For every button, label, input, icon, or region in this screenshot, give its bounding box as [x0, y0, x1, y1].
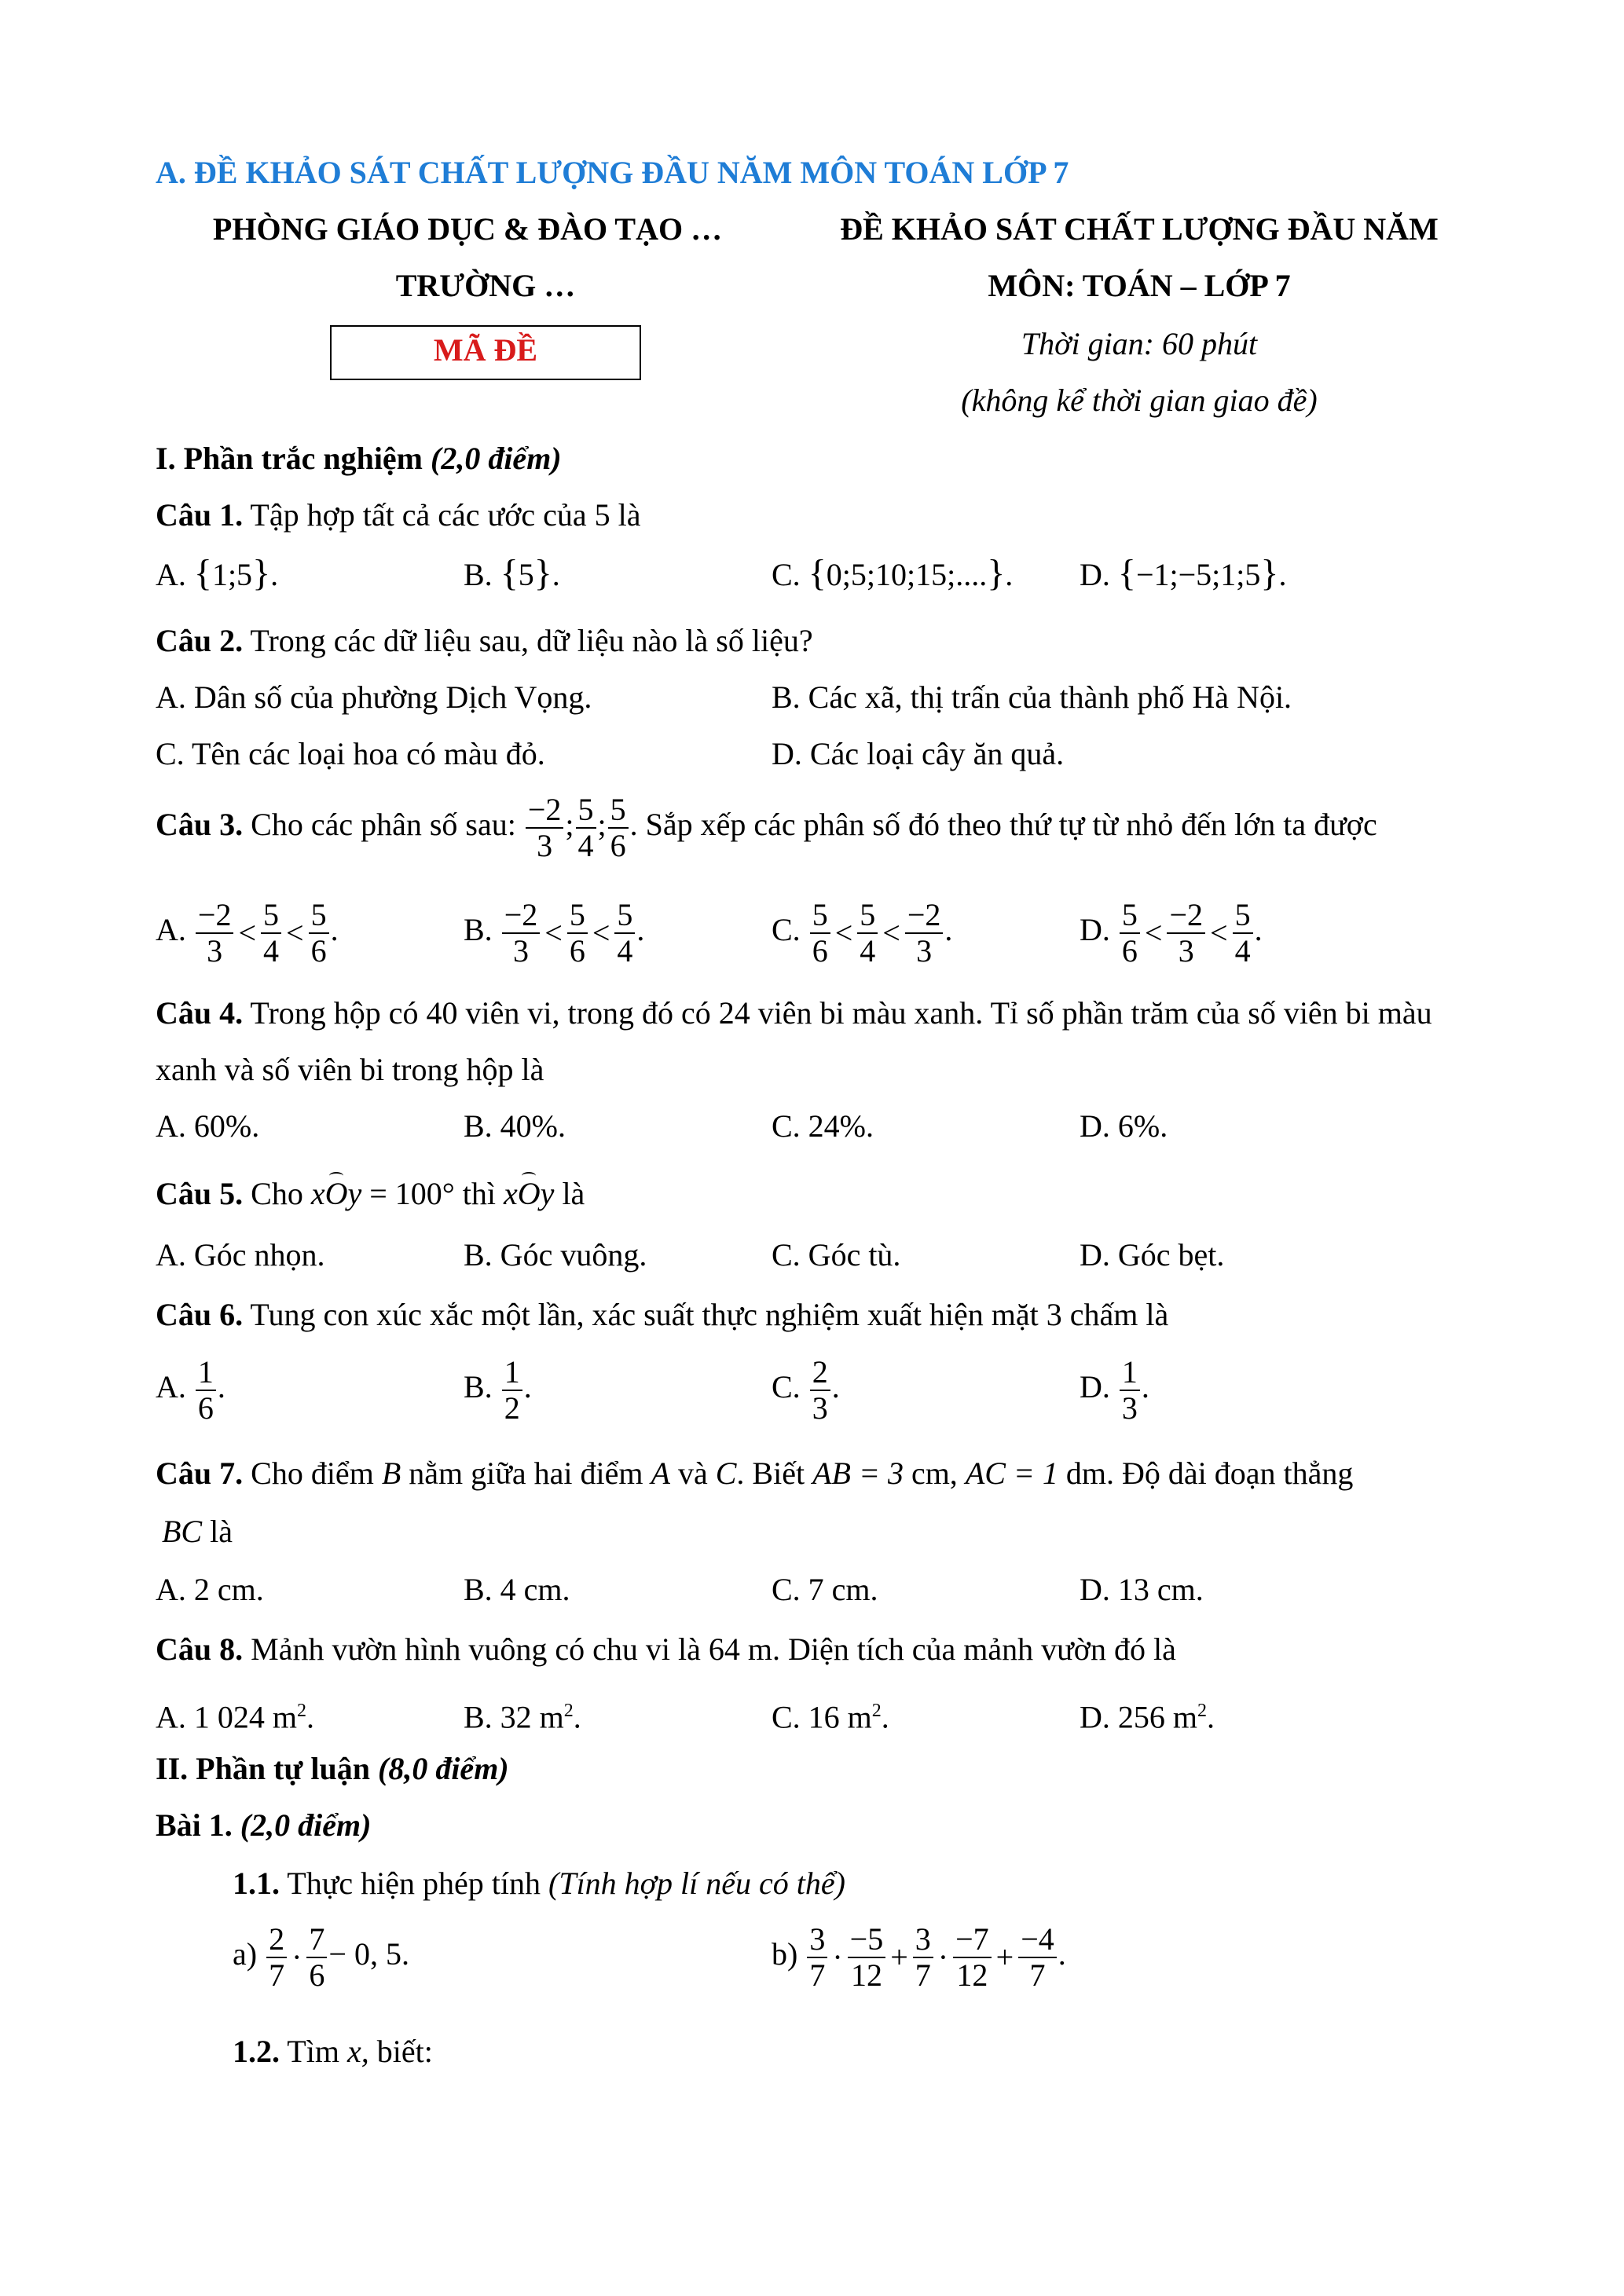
question-label: Câu 3. — [156, 807, 244, 842]
q7-option-b: B. 4 cm. — [464, 1572, 570, 1607]
q4-option-a: A. 60%. — [156, 1108, 260, 1144]
q1-option-a: A. {1;5}. — [156, 552, 279, 594]
q2-option-a: A. Dân số của phường Dịch Vọng. — [156, 679, 592, 715]
header-exam-title: ĐỀ KHẢO SÁT CHẤT LƯỢNG ĐẦU NĂM — [840, 211, 1439, 247]
question-4-cont: xanh và số viên bi trong hộp là — [156, 1052, 544, 1087]
part1-points: (2,0 điểm) — [431, 441, 562, 476]
question-7: Câu 7. Cho điểm B nằm giữa hai điểm A và C. Biết AB = 3 cm, AC = 1 dm. Độ dài đoạn thẳng — [156, 1456, 1354, 1491]
bai1-1-b: b) $\frac{3}{7}$ · $\frac{-5}{12}$ + $\frac{3}{7}$ · $\frac{-7}{12}$ + $\frac{-4}{7}$ . — [772, 1921, 1066, 1993]
question-8 — [156, 1631, 1176, 1668]
q4-option-c: C. 24%. — [772, 1108, 874, 1144]
q2-option-c: C. Tên các loại hoa có màu đỏ. — [156, 736, 545, 771]
ma-de-label: MÃ ĐỀ — [433, 332, 538, 368]
fraction: $\frac{5}{4}$ — [576, 793, 596, 863]
angle-symbol: xOy — [504, 1176, 555, 1211]
q2-option-d: D. Các loại cây ăn quả. — [772, 736, 1065, 771]
q8-option-a: A. 1 024 $m^2$. — [156, 1699, 314, 1735]
q5-option-d: D. Góc bẹt. — [1080, 1237, 1225, 1273]
question-label: Câu 2. — [156, 623, 244, 658]
question-label: Câu 6. — [156, 1297, 244, 1332]
question-label: Câu 4. — [156, 995, 244, 1031]
part1-title: I. Phần trắc nghiệm — [156, 441, 423, 476]
question-2 — [156, 622, 813, 660]
bai1-heading: Bài 1. (2,0 điểm) — [156, 1807, 372, 1843]
q6-option-d: D. $\frac{1}{3}$ . — [1080, 1353, 1149, 1426]
question-3: Câu 3. Cho các phân số sau: $\frac{-2}{3}$ ; $\frac{5}{4}$ ; $\frac{5}{6}$ . Sắp xếp các phân số đó theo thứ tự từ nhỏ đến lớn ta được — [156, 791, 1377, 863]
bai1-1-heading: 1.1. Thực hiện phép tính (Tính hợp lí nếu có thể) — [233, 1866, 845, 1901]
question-text: Trong các dữ liệu sau, dữ liệu nào là số liệu? — [250, 623, 813, 658]
q7-option-d: D. 13 cm. — [1080, 1572, 1204, 1607]
question-label: Câu 8. — [156, 1631, 244, 1667]
q8-option-d: D. 256 $m^2$. — [1080, 1699, 1215, 1735]
question-5: Câu 5. Cho xOy = 100° thì xOy là — [156, 1176, 585, 1211]
question-4 — [156, 994, 1432, 1032]
bai1-1-a: a) $\frac{2}{7}$ · $\frac{7}{6}$ − 0, 5. — [233, 1921, 409, 1993]
question-1 — [156, 496, 640, 534]
question-text: Trong hộp có 40 viên vi, trong đó có 24 viên bi màu xanh. Tỉ số phần trăm của số viên bi màu — [250, 995, 1432, 1031]
header-note: (không kể thời gian giao đề) — [961, 383, 1318, 418]
q3-option-a: A. $\frac{-2}{3}$ < $\frac{5}{4}$ < $\frac{5}{6}$ . — [156, 896, 339, 969]
question-text: Cho các phân số sau: — [251, 807, 516, 842]
fraction: $\frac{5}{6}$ — [608, 793, 629, 863]
q4-option-b: B. 40%. — [464, 1108, 566, 1144]
q3-option-c: C. $\frac{5}{6}$ < $\frac{5}{4}$ < $\frac{-2}{3}$ . — [772, 896, 953, 969]
q5-option-b: B. Góc vuông. — [464, 1237, 647, 1273]
q7-option-c: C. 7 cm. — [772, 1572, 878, 1607]
q8-option-b: B. 32 $m^2$. — [464, 1699, 581, 1735]
q3-option-b: B. $\frac{-2}{3}$ < $\frac{5}{6}$ < $\frac{5}{4}$ . — [464, 896, 645, 969]
q5-option-a: A. Góc nhọn. — [156, 1237, 325, 1273]
header-time: Thời gian: 60 phút — [1021, 326, 1258, 361]
q6-option-b: B. $\frac{1}{2}$ . — [464, 1353, 532, 1426]
question-text: Tung con xúc xắc một lần, xác suất thực nghiệm xuất hiện mặt 3 chấm là — [250, 1297, 1169, 1332]
part2-title: II. Phần tự luận — [156, 1751, 370, 1786]
q8-option-c: C. 16 $m^2$. — [772, 1699, 889, 1735]
question-text: . Sắp xếp các phân số đó theo thứ tự từ nhỏ đến lớn ta được — [629, 807, 1377, 842]
q3-option-d: D. $\frac{5}{6}$ < $\frac{-2}{3}$ < $\frac{5}{4}$ . — [1080, 896, 1263, 969]
q1-option-c: C. {0;5;10;15;....}. — [772, 552, 1014, 594]
q6-option-c: C. $\frac{2}{3}$ . — [772, 1353, 840, 1426]
q1-option-b: B. {5}. — [464, 552, 560, 594]
fraction: $\frac{-2}{3}$ — [526, 793, 564, 863]
question-label: Câu 1. — [156, 497, 244, 533]
q1-option-d: D. {−1;−5;1;5}. — [1080, 552, 1287, 594]
q5-option-c: C. Góc tù. — [772, 1237, 901, 1273]
q2-option-b: B. Các xã, thị trấn của thành phố Hà Nội. — [772, 679, 1292, 715]
part1-heading — [156, 440, 562, 478]
header-subject: MÔN: TOÁN – LỚP 7 — [988, 268, 1291, 303]
header-department: PHÒNG GIÁO DỤC & ĐÀO TẠO … — [212, 211, 723, 247]
q7-option-a: A. 2 cm. — [156, 1572, 264, 1607]
question-text: Tập hợp tất cả các ước của 5 là — [250, 497, 641, 533]
question-text: Mảnh vườn hình vuông có chu vi là 64 m. Diện tích của mảnh vườn đó là — [251, 1631, 1176, 1667]
section-title: A. ĐỀ KHẢO SÁT CHẤT LƯỢNG ĐẦU NĂM MÔN TOÁN LỚP 7 — [156, 155, 1069, 190]
q4-option-d: D. 6%. — [1080, 1108, 1168, 1144]
question-7-cont: BC là — [162, 1514, 233, 1549]
question-label: Câu 5. — [156, 1176, 244, 1211]
part2-points: (8,0 điểm) — [378, 1751, 509, 1786]
header-school: TRƯỜNG … — [395, 268, 576, 303]
part2-heading — [156, 1750, 509, 1788]
question-label: Câu 7. — [156, 1456, 244, 1491]
q6-option-a: A. $\frac{1}{6}$ . — [156, 1353, 225, 1426]
angle-symbol: xOy — [310, 1176, 362, 1211]
bai1-2-heading: 1.2. Tìm x, biết: — [233, 2034, 433, 2069]
ma-de-box — [330, 325, 641, 380]
question-6 — [156, 1296, 1168, 1334]
